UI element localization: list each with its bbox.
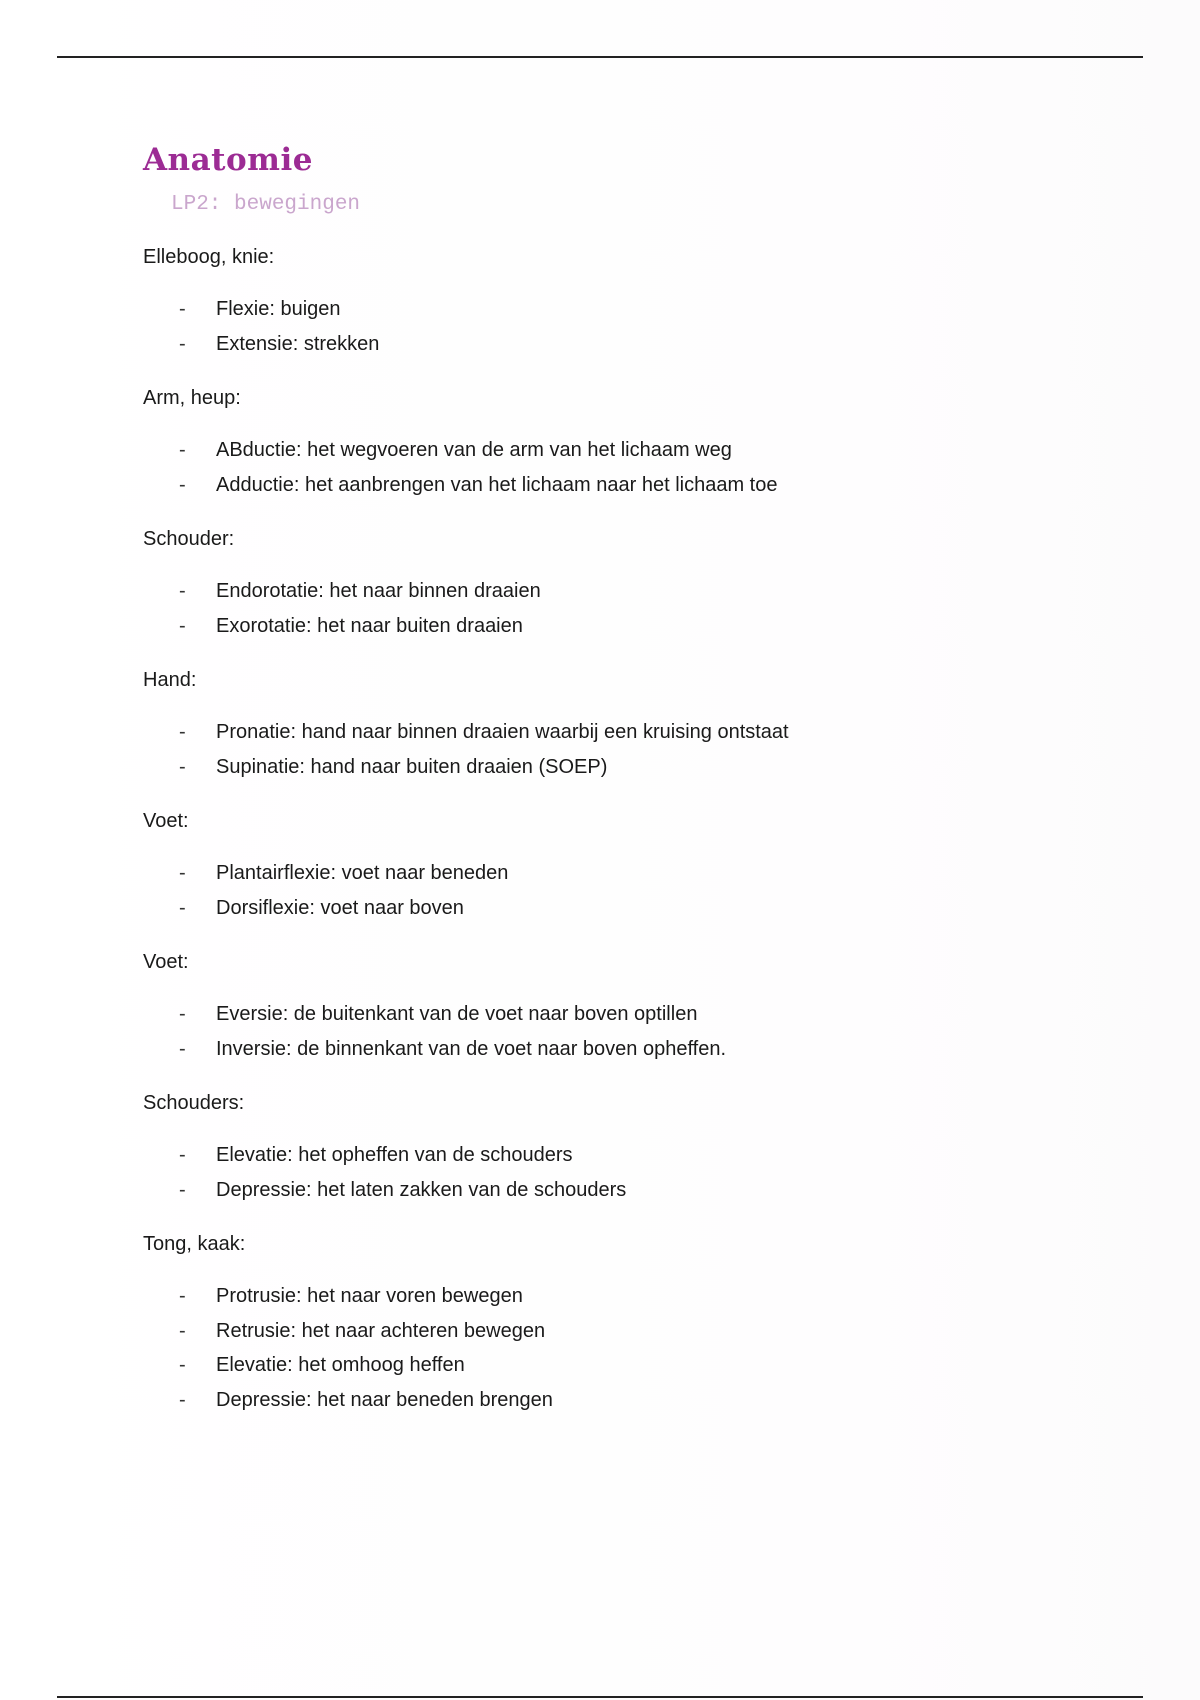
bullet-dash: - [179, 580, 186, 602]
bullet-list [143, 292, 1103, 361]
list-item [143, 292, 1103, 327]
document-body [143, 140, 1103, 1417]
bullet-dash: - [179, 473, 186, 496]
list-item [143, 1173, 1103, 1208]
section [143, 526, 1103, 643]
section-heading: Voet: [143, 951, 189, 973]
bullet-list [143, 574, 1103, 643]
bullet-list [143, 1279, 1103, 1417]
bullet-dash: - [179, 721, 186, 743]
list-item [143, 1314, 1103, 1349]
section-heading: Schouder: [143, 528, 235, 550]
list-item-text: Exorotatie: het naar buiten draaien [216, 614, 523, 637]
list-item-text: Inversie: de binnenkant van de voet naar boven opheffen. [216, 1037, 727, 1060]
section-heading: Schouders: [143, 1092, 245, 1114]
bullet-list [143, 715, 1103, 784]
header-rule [57, 56, 1143, 58]
list-item [143, 891, 1103, 926]
section [143, 1231, 1103, 1417]
list-item [143, 1032, 1103, 1067]
list-item-text: Plantairflexie: voet naar beneden [216, 862, 509, 884]
section-heading: Voet: [143, 810, 189, 832]
bullet-dash: - [179, 1285, 186, 1307]
bullet-list [143, 1138, 1103, 1207]
list-item-text: Extensie: strekken [216, 332, 380, 355]
list-item-text: Depressie: het laten zakken van de schouders [216, 1178, 627, 1201]
list-item-text: Pronatie: hand naar binnen draaien waarbij een kruising ontstaat [216, 721, 789, 743]
list-item [143, 574, 1103, 609]
section [143, 1090, 1103, 1207]
list-item [143, 1138, 1103, 1173]
section [143, 949, 1103, 1066]
list-item-text: Adductie: het aanbrengen van het lichaam naar het lichaam toe [216, 473, 778, 496]
bullet-dash: - [179, 1003, 186, 1025]
bullet-list [143, 856, 1103, 925]
bullet-dash: - [179, 1354, 186, 1376]
list-item [143, 609, 1103, 644]
bullet-dash: - [179, 896, 186, 919]
section [143, 385, 1103, 502]
bullet-dash: - [179, 862, 186, 884]
bullet-dash: - [179, 1037, 186, 1060]
list-item [143, 468, 1103, 503]
sections-container [143, 244, 1103, 1417]
section [143, 808, 1103, 925]
section [143, 244, 1103, 361]
list-item [143, 433, 1103, 468]
document-subtitle: LP2: bewegingen [171, 193, 361, 216]
bullet-dash: - [179, 298, 186, 320]
list-item-text: ABductie: het wegvoeren van de arm van het lichaam weg [216, 439, 732, 461]
list-item [143, 715, 1103, 750]
list-item-text: Dorsiflexie: voet naar boven [216, 896, 464, 919]
section-heading: Tong, kaak: [143, 1233, 246, 1255]
list-item [143, 1279, 1103, 1314]
section [143, 667, 1103, 784]
bullet-dash: - [179, 755, 186, 778]
bullet-list [143, 997, 1103, 1066]
list-item-text: Protrusie: het naar voren bewegen [216, 1285, 523, 1307]
list-item [143, 327, 1103, 362]
bullet-dash: - [179, 1144, 186, 1166]
section-heading: Arm, heup: [143, 387, 241, 409]
bullet-dash: - [179, 1319, 186, 1342]
list-item [143, 856, 1103, 891]
bullet-dash: - [179, 1388, 186, 1411]
list-item-text: Elevatie: het opheffen van de schouders [216, 1144, 573, 1166]
list-item-text: Elevatie: het omhoog heffen [216, 1354, 465, 1376]
bullet-dash: - [179, 1178, 186, 1201]
bullet-dash: - [179, 439, 186, 461]
list-item-text: Supinatie: hand naar buiten draaien (SOEP) [216, 755, 608, 778]
bullet-dash: - [179, 614, 186, 637]
section-heading: Elleboog, knie: [143, 246, 275, 268]
list-item-text: Endorotatie: het naar binnen draaien [216, 580, 541, 602]
footer-rule [57, 1696, 1143, 1698]
bullet-dash: - [179, 332, 186, 355]
document-title: Anatomie [143, 142, 313, 178]
list-item [143, 750, 1103, 785]
list-item-text: Flexie: buigen [216, 298, 341, 320]
bullet-list [143, 433, 1103, 502]
list-item [143, 1348, 1103, 1383]
list-item-text: Retrusie: het naar achteren bewegen [216, 1319, 546, 1342]
list-item-text: Eversie: de buitenkant van de voet naar boven optillen [216, 1003, 698, 1025]
list-item [143, 1383, 1103, 1418]
list-item [143, 997, 1103, 1032]
section-heading: Hand: [143, 669, 197, 691]
list-item-text: Depressie: het naar beneden brengen [216, 1388, 553, 1411]
